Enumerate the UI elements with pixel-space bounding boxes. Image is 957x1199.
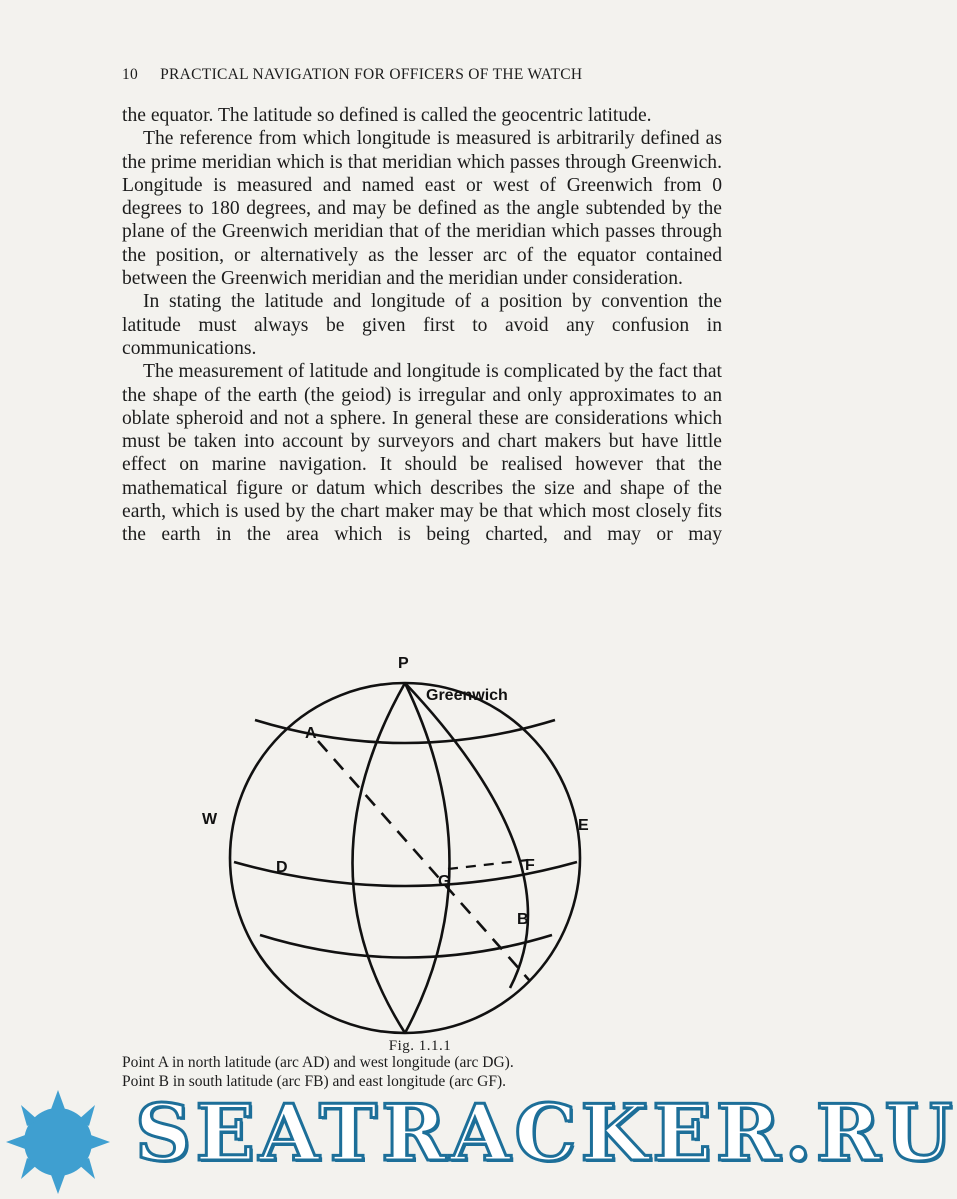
figure-caption-line-2: Point B in south latitude (arc FB) and east longitude (arc GF). — [122, 1073, 506, 1090]
figure-caption-line-1: Point A in north latitude (arc AD) and west longitude (arc DG). — [122, 1054, 514, 1071]
figure-caption-title: Fig. 1.1.1 — [388, 1038, 452, 1054]
globe-figure — [180, 648, 680, 1038]
running-title: PRACTICAL NAVIGATION FOR OFFICERS OF THE WATCH — [160, 66, 583, 83]
paragraph-3: In stating the latitude and longitude of a position by convention the latitude must always be given first to avoid any confusion in communications. — [122, 291, 722, 359]
label-w: W — [202, 811, 218, 828]
page-header — [122, 66, 722, 84]
meridian-west — [353, 683, 406, 1033]
globe-diagram — [180, 648, 680, 1038]
parallel-south — [260, 935, 552, 958]
watermark-text: SEATRACKER.RU — [135, 1088, 957, 1179]
label-g: G — [438, 873, 451, 890]
parallel-north — [255, 720, 555, 743]
label-greenwich: Greenwich — [426, 687, 508, 704]
label-b: B — [517, 911, 529, 928]
greenwich-meridian — [405, 683, 450, 1033]
paragraph-1: the equator. The latitude so defined is called the geocentric latitude. — [122, 105, 652, 126]
label-d: D — [276, 859, 288, 876]
dashed-diameter — [318, 741, 529, 980]
body-text — [122, 104, 722, 547]
page-number: 10 — [122, 66, 139, 83]
paragraph-2: The reference from which longitude is measured is arbitrarily defined as the prime meridian which is that meridian which passes through Greenwich. Longitude is measured and named east or west of Greenwich from 0 degrees to 180 degrees, and may be defined as the angle subtended by the plane of the Greenwich meridian that of the meridian which passes through the position, or alternatively as the lesser arc of the equator contained between the Greenwich meridian and the meridian under consideration. — [122, 128, 722, 290]
label-p: P — [398, 655, 409, 672]
label-f: F — [525, 857, 535, 874]
label-a: A — [305, 725, 317, 742]
paragraph-4: The measurement of latitude and longitude is complicated by the fact that the shape of the earth (the geiod) is irregular and only approximates to an oblate spheroid and not a sphere. In general these are considerations which must be taken into account by surveyors and chart makers but have little effect on marine navigation. It should be realised however that the mathematical figure or datum which describes the size and shape of the earth, which is used by the chart maker may be that which most closely fits the earth in the area which is being charted, and may or may — [122, 361, 722, 546]
dashed-radius — [448, 860, 528, 869]
label-e: E — [578, 817, 589, 834]
